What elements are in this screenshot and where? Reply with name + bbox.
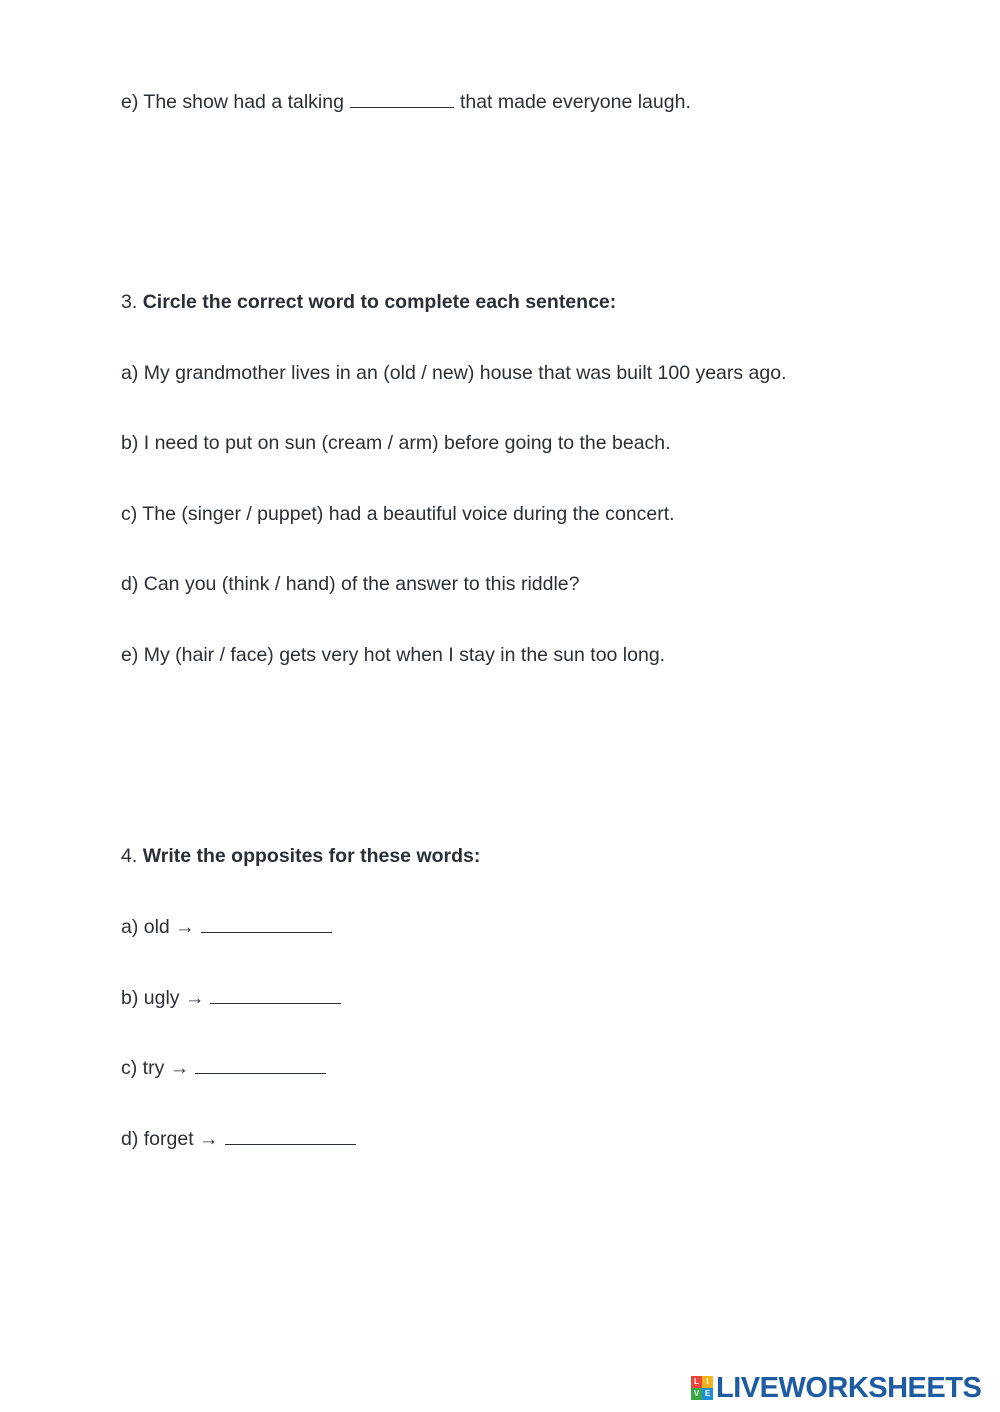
liveworksheets-logo <box>691 1373 981 1403</box>
q3-item-b: b) I need to put on sun (cream / arm) before going to the beach. <box>121 432 671 454</box>
answer-blank[interactable] <box>350 89 454 108</box>
q4-item-a-label: a) old → <box>121 916 195 938</box>
q4-item-c-label: c) try → <box>121 1057 190 1079</box>
logo-icon-cell: E <box>702 1388 713 1400</box>
q4-instruction: Write the opposites for these words: <box>142 845 481 867</box>
q2-item-e <box>121 89 691 114</box>
liveworksheets-logo-text: LIVEWORKSHEETS <box>716 1372 982 1404</box>
q4-item-b-label: b) ugly → <box>121 987 205 1009</box>
q2-item-e-text-before: e) The show had a talking <box>121 91 344 113</box>
q4-item-b <box>121 985 347 1010</box>
q3-heading <box>121 290 616 314</box>
q3-number: 3. <box>121 291 138 313</box>
logo-icon-cell: I <box>702 1376 713 1388</box>
answer-blank[interactable] <box>195 1055 326 1074</box>
q4-item-d-label: d) forget → <box>121 1128 219 1150</box>
q3-item-a: a) My grandmother lives in an (old / new) house that was built 100 years ago. <box>121 362 787 384</box>
q3-item-e: e) My (hair / face) gets very hot when I stay in the sun too long. <box>121 644 666 666</box>
q4-number: 4. <box>121 845 138 867</box>
logo-icon-cell: L <box>691 1376 702 1388</box>
q2-item-e-text-after: that made everyone laugh. <box>459 91 691 113</box>
logo-icon-cell: V <box>691 1388 702 1400</box>
q3-item-d: d) Can you (think / hand) of the answer to this riddle? <box>121 573 580 595</box>
q3-instruction: Circle the correct word to complete each sentence: <box>142 291 617 313</box>
q4-item-c <box>121 1055 332 1080</box>
q3-item-c: c) The (singer / puppet) had a beautiful voice during the concert. <box>121 503 675 525</box>
answer-blank[interactable] <box>210 985 341 1004</box>
q4-item-a <box>121 914 338 939</box>
q4-item-d <box>121 1126 362 1151</box>
answer-blank[interactable] <box>225 1126 356 1145</box>
liveworksheets-logo-icon <box>691 1376 713 1400</box>
q4-heading <box>121 844 480 868</box>
answer-blank[interactable] <box>201 914 332 933</box>
